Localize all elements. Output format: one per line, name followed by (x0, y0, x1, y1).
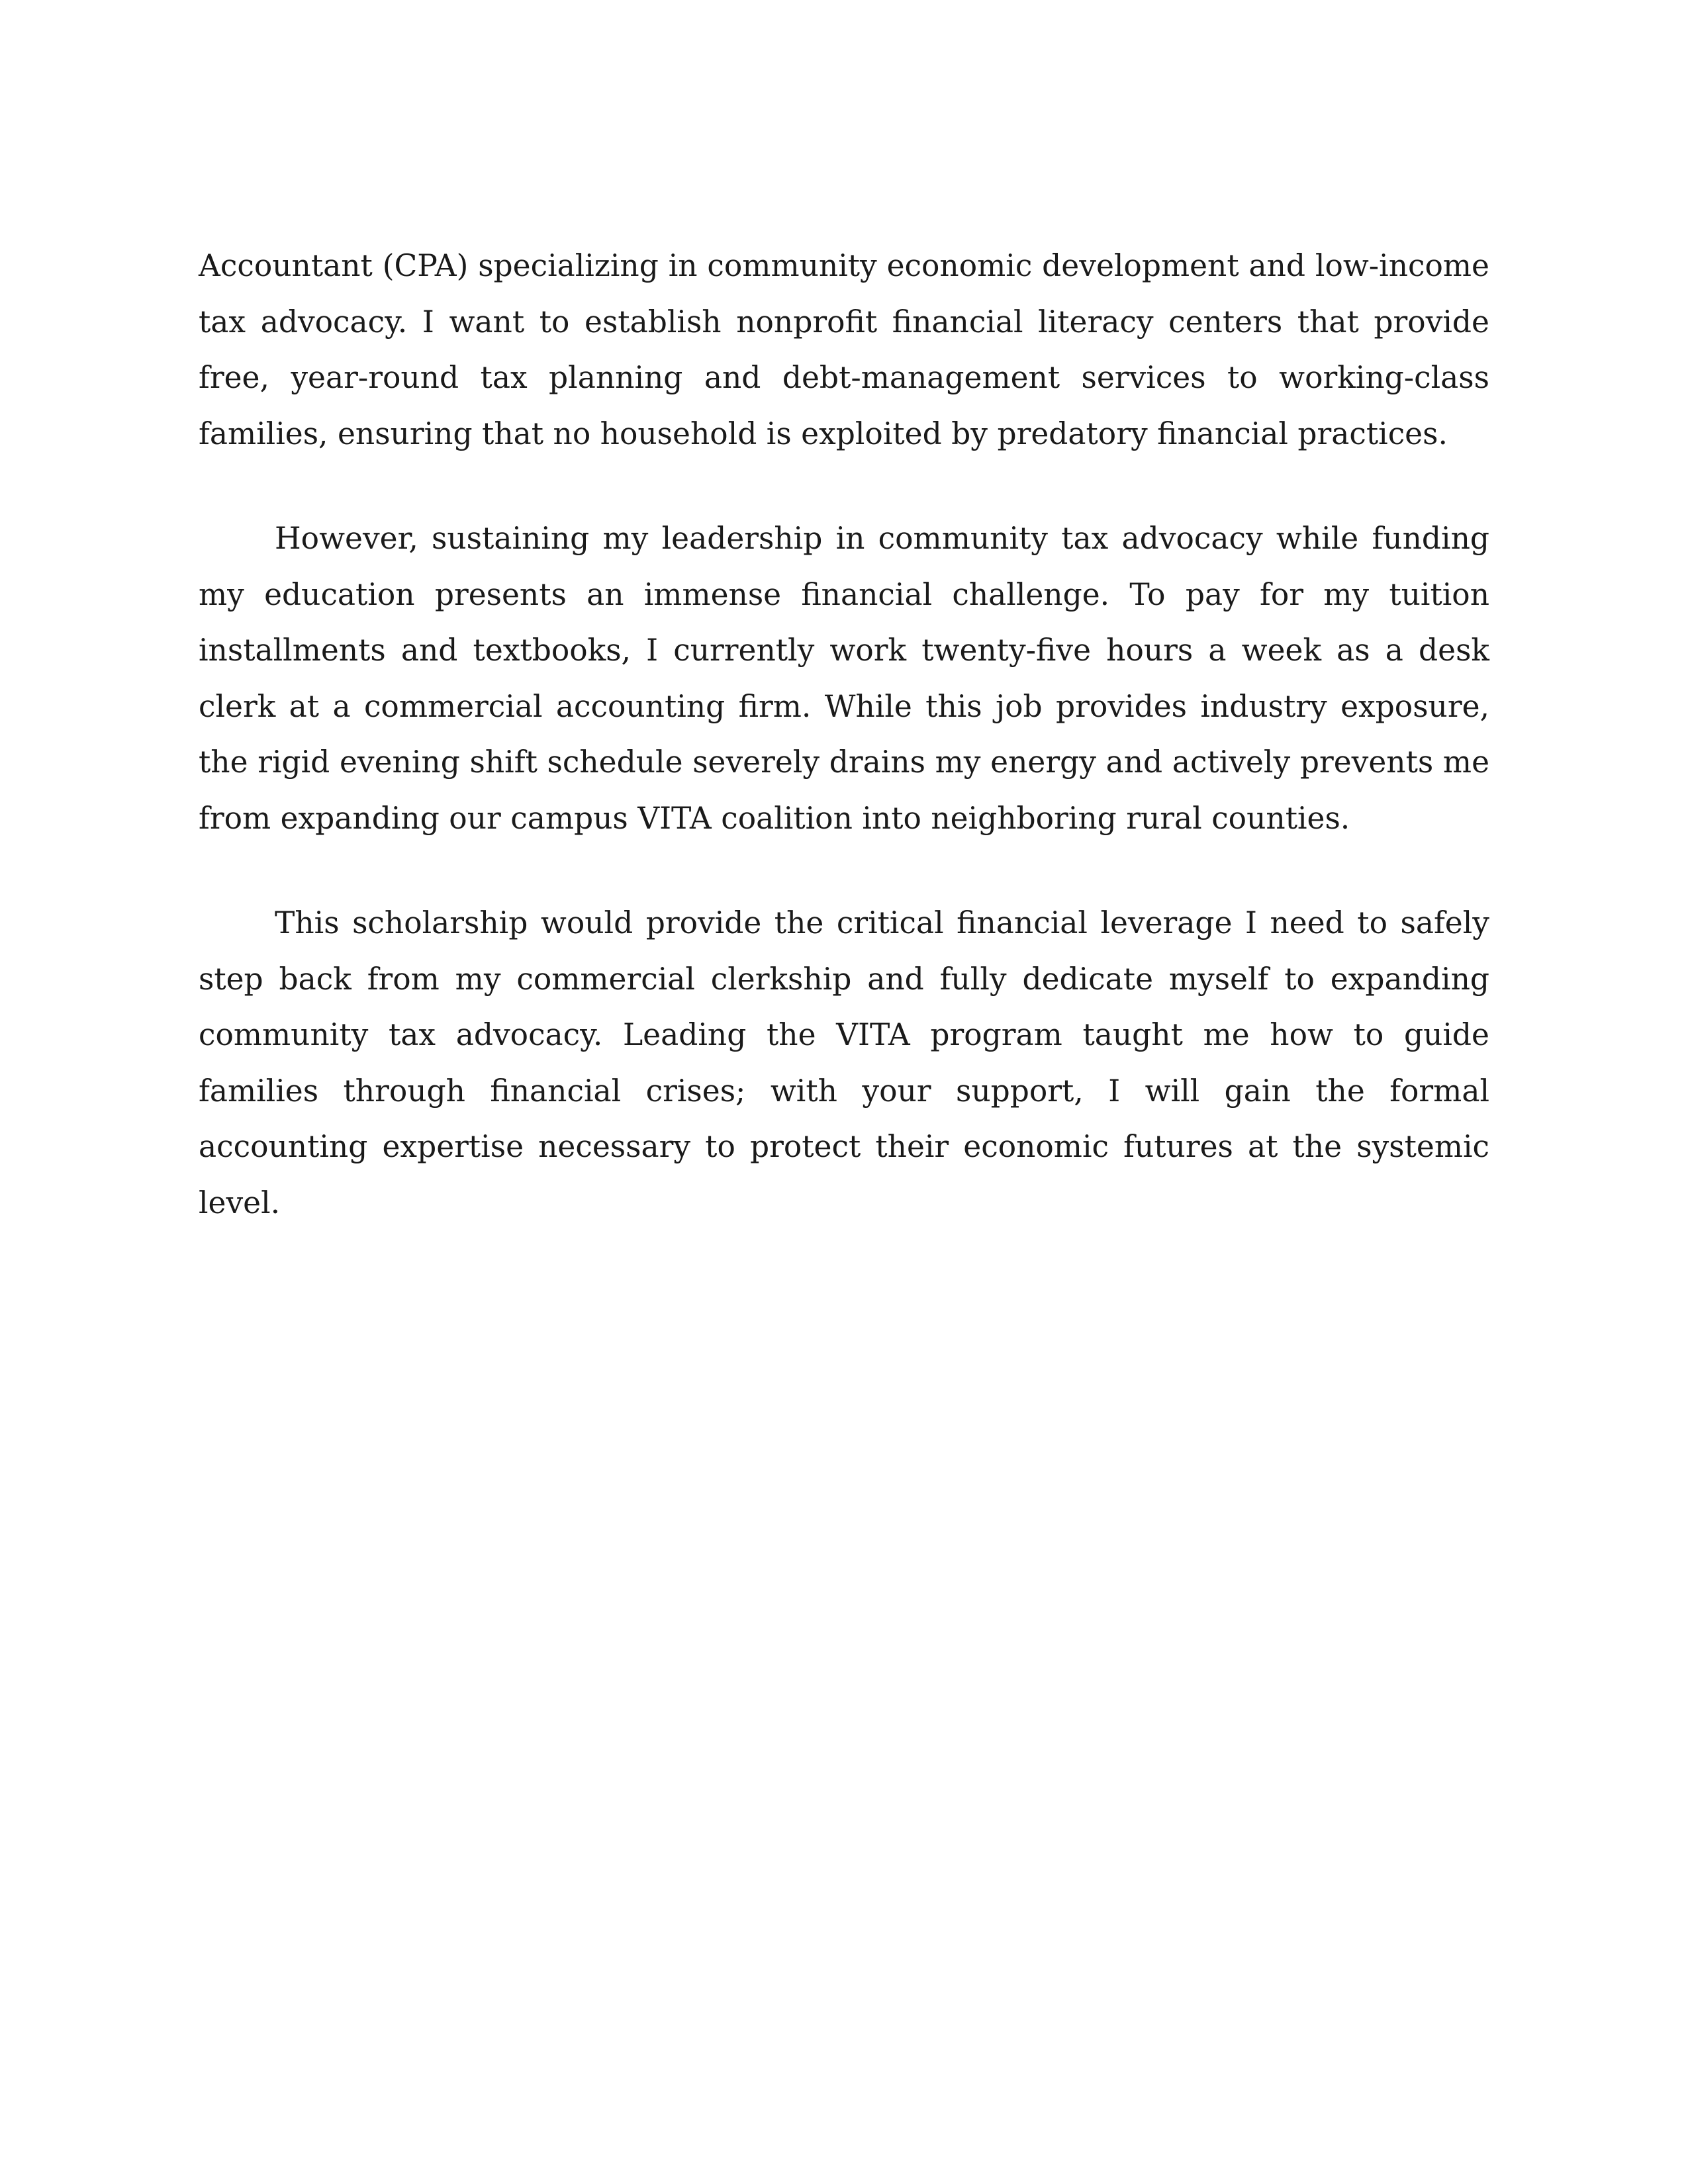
paragraph-financial-challenge: However, sustaining my leadership in community tax advocacy while funding my education presents an immense financial challenge. To pay for my tuition installments and textbooks, I currently work twenty-five hours a week as a desk clerk at a commercial accounting firm. While this job provides industry exposure, the rigid evening shift schedule severely drains my energy and actively prevents me from expanding our campus VITA coalition into neighboring rural counties. (199, 521, 1489, 836)
paragraph-continued: Accountant (CPA) specializing in community economic development and low-income tax advocacy. I want to establish nonprofit financial literacy centers that provide free, year-round tax planning and debt-management services to working-class families, ensuring that no household is exploited by predatory financial practices. (199, 248, 1489, 451)
essay-body (199, 238, 1489, 1280)
paragraph-scholarship-impact: This scholarship would provide the critical financial leverage I need to safely step back from my commercial clerkship and fully dedicate myself to expanding community tax advocacy. Leading the VITA program taught me how to guide families through financial crises; with your support, I will gain the formal accounting expertise necessary to protect their economic futures at the systemic level. (199, 905, 1489, 1220)
